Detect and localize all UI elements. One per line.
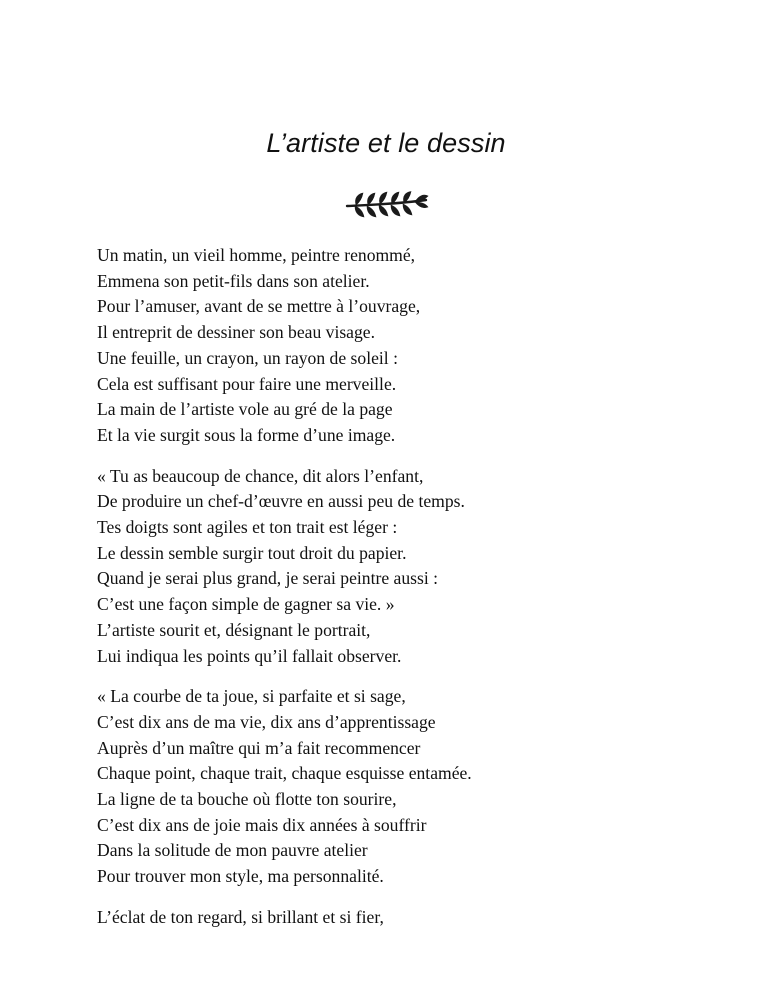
poem-line: « La courbe de ta joue, si parfaite et si sage, — [97, 686, 406, 707]
poem-line: Emmena son petit-fils dans son atelier. — [97, 270, 370, 291]
poem-line: Pour trouver mon style, ma personnalité. — [97, 866, 384, 887]
poem-line: Il entreprit de dessiner son beau visage. — [97, 322, 375, 343]
poem-line: La ligne de ta bouche où flotte ton sourire, — [97, 789, 397, 810]
stanza-1 — [97, 243, 737, 449]
poem-line: Cela est suffisant pour faire une merveille. — [97, 373, 397, 394]
poem-line: L’éclat de ton regard, si brillant et si fier, — [97, 906, 384, 927]
poem-line: Le dessin semble surgir tout droit du papier. — [97, 542, 407, 563]
poem-line: C’est dix ans de joie mais dix années à souffrir — [97, 814, 427, 835]
stanza-2 — [97, 464, 737, 670]
poem-line: De produire un chef-d’œuvre en aussi peu de temps. — [97, 491, 465, 512]
poem-line: Auprès d’un maître qui m’a fait recommencer — [97, 737, 421, 758]
poem-line: La main de l’artiste vole au gré de la page — [97, 399, 393, 420]
stanza-3 — [97, 684, 737, 890]
laurel-branch-icon — [343, 190, 429, 220]
poem-line: Lui indiqua les points qu’il fallait observer. — [97, 645, 402, 666]
poem-line: Tes doigts sont agiles et ton trait est léger : — [97, 517, 398, 538]
stanza-4 — [97, 905, 737, 931]
poem-line: L’artiste sourit et, désignant le portrait, — [97, 619, 371, 640]
poem-line: C’est dix ans de ma vie, dix ans d’apprentissage — [97, 711, 436, 732]
poem-line: Chaque point, chaque trait, chaque esquisse entamée. — [97, 763, 472, 784]
poem-line: Pour l’amuser, avant de se mettre à l’ouvrage, — [97, 296, 421, 317]
poem-line: Quand je serai plus grand, je serai peintre aussi : — [97, 568, 439, 589]
poem-line: Un matin, un vieil homme, peintre renommé, — [97, 245, 416, 265]
poem-line: Et la vie surgit sous la forme d’une image. — [97, 424, 396, 445]
poem-title: L’artiste et le dessin — [266, 128, 506, 158]
poem-line: C’est une façon simple de gagner sa vie. » — [97, 594, 395, 615]
poem-line: « Tu as beaucoup de chance, dit alors l’enfant, — [97, 465, 424, 486]
poem-body — [97, 243, 737, 946]
poem-line: Une feuille, un crayon, un rayon de soleil : — [97, 347, 398, 368]
poem-line: Dans la solitude de mon pauvre atelier — [97, 840, 368, 861]
